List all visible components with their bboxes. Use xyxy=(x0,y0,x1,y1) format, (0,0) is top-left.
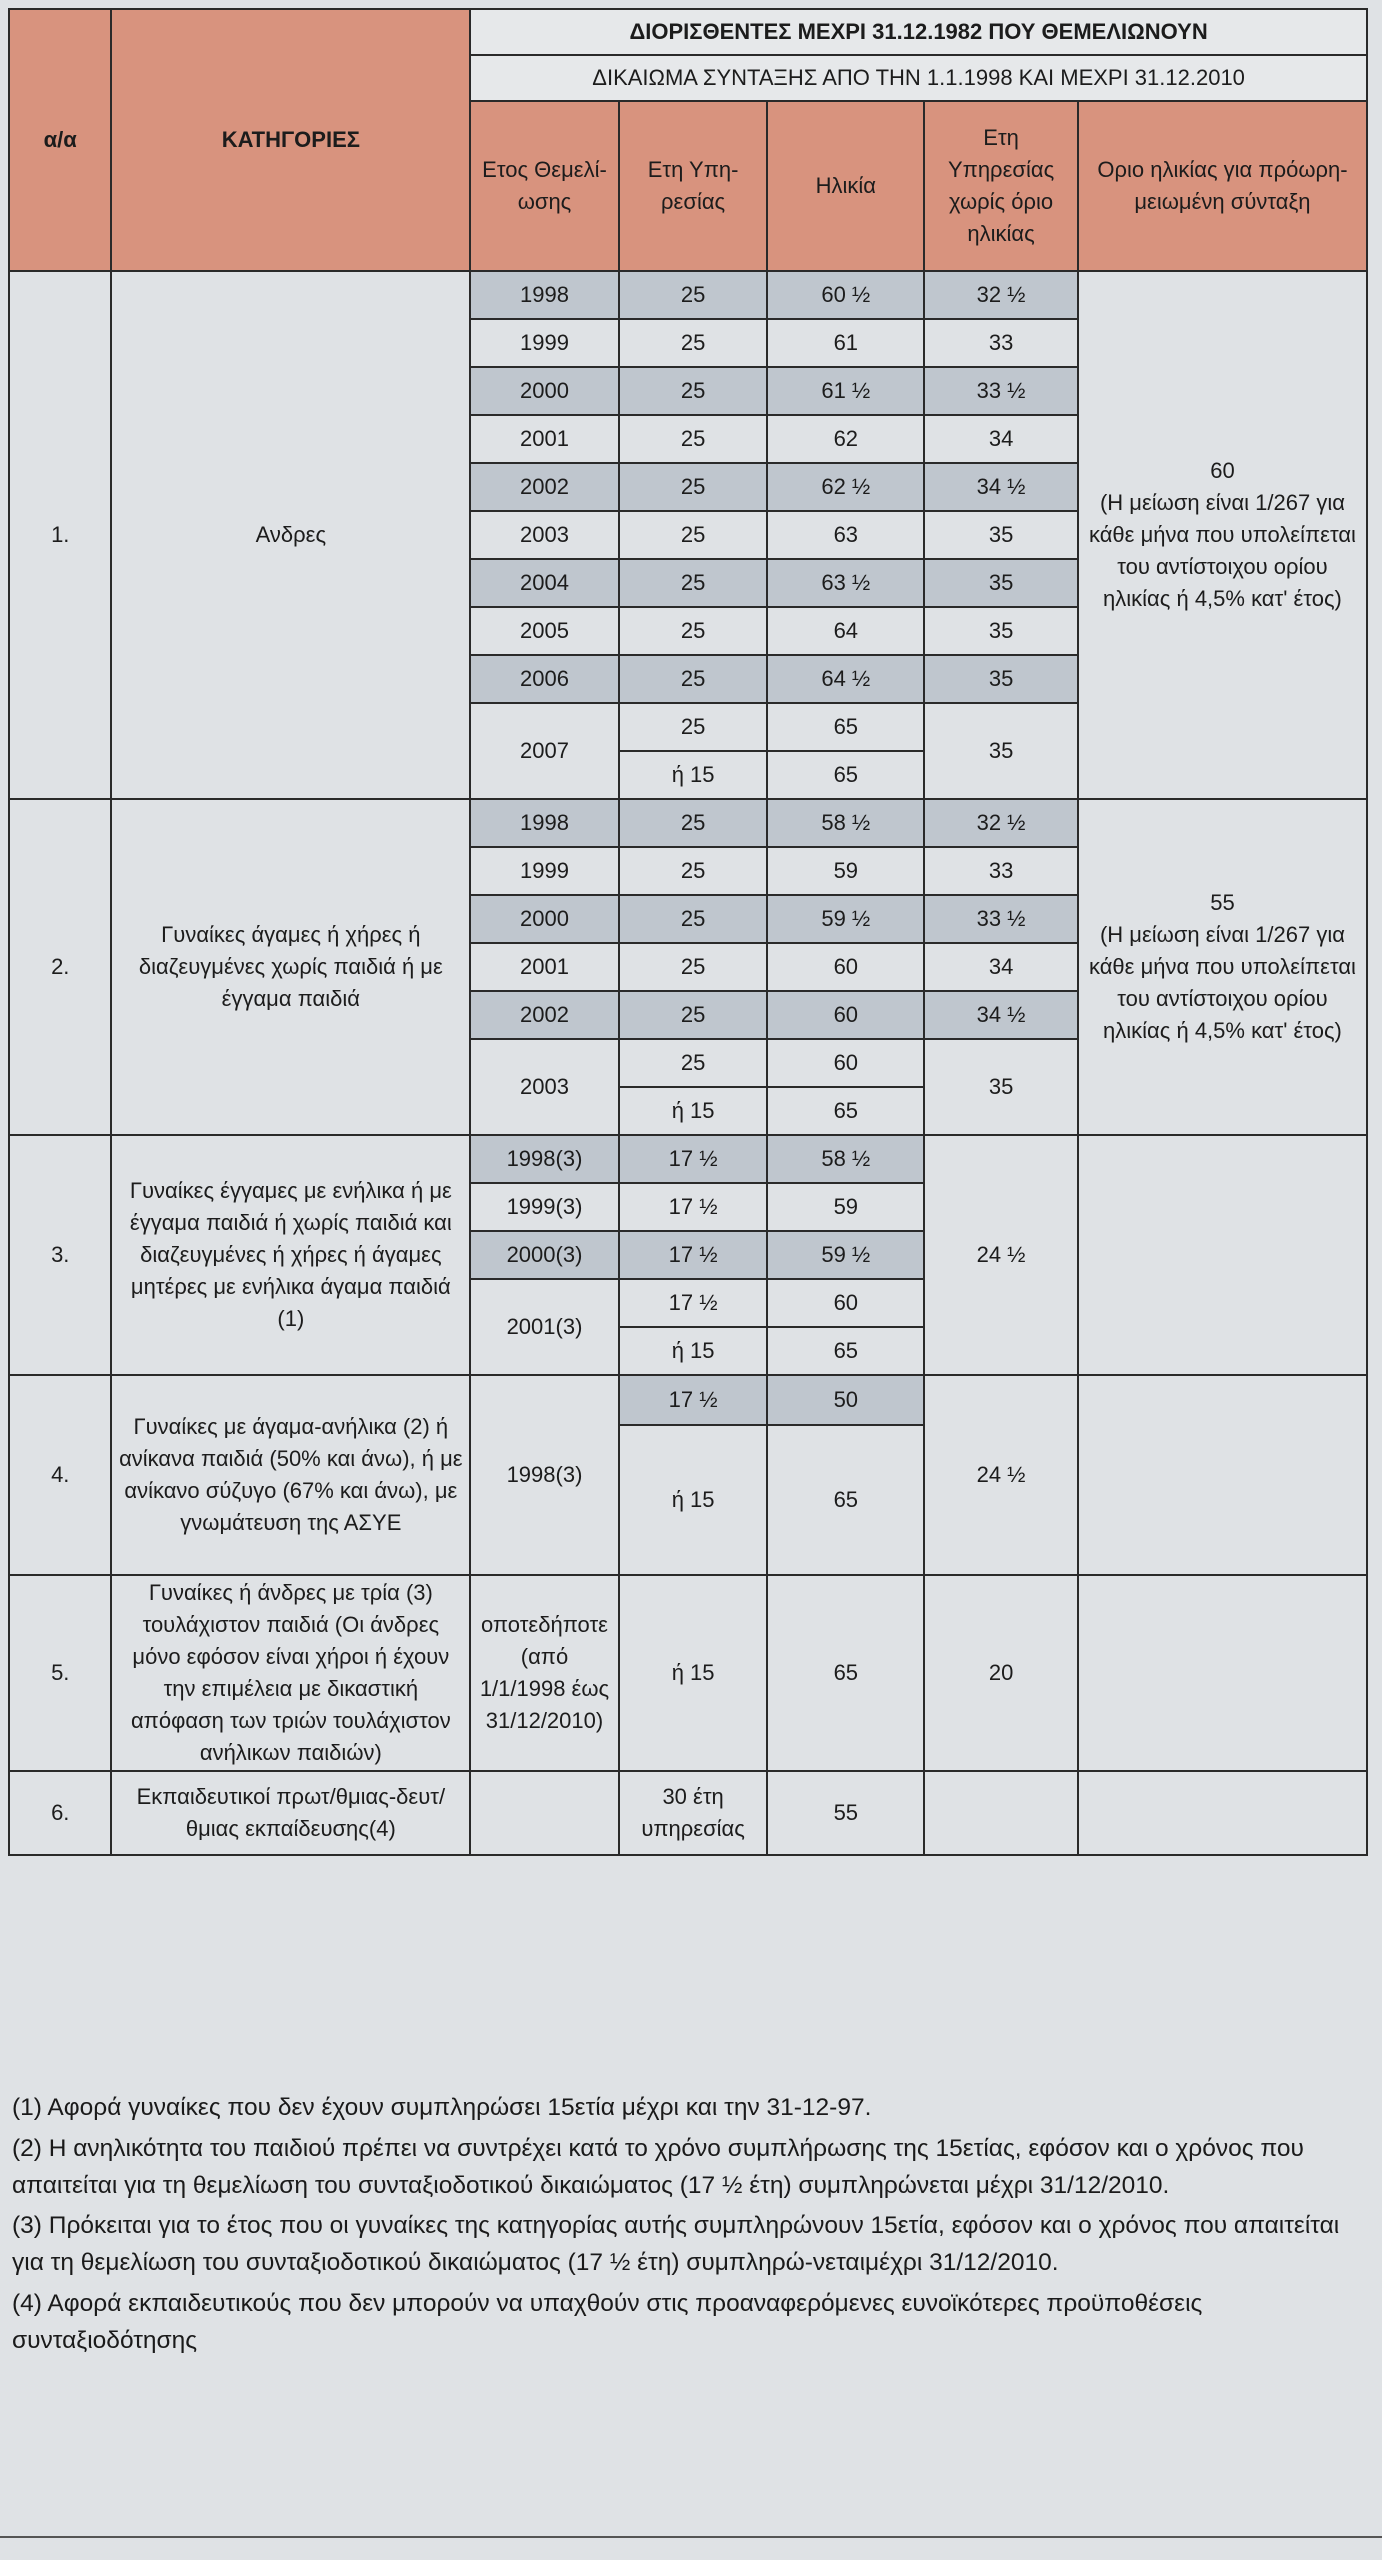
service-alt-cell: ή 15 xyxy=(619,1327,768,1375)
service-cell: 17 ½ xyxy=(619,1135,768,1183)
row-number: 2. xyxy=(9,799,111,1135)
age-cell: 60 xyxy=(767,943,924,991)
service-cell: 25 xyxy=(619,367,768,415)
service-no-limit-cell: 34 ½ xyxy=(924,991,1078,1039)
year-cell: 2001 xyxy=(470,943,619,991)
age-alt-cell: 65 xyxy=(767,1425,924,1575)
age-cell: 65 xyxy=(767,703,924,751)
service-cell: 25 xyxy=(619,319,768,367)
service-cell: 17 ½ xyxy=(619,1231,768,1279)
footnote: (3) Πρόκειται για το έτος που οι γυναίκες της κατηγορίας αυτής συμπληρώνουν 15ετία, εφόσον και ο χρόνος που απαιτείται για τη θεμελίωση του συνταξιοδοτικού δικαιώματος (17 ½ έτη) συμπληρώ-νεταιμέχρι 31/12/2010. xyxy=(12,2212,1340,2276)
year-cell: 1998(3) xyxy=(470,1375,619,1575)
service-cell: 25 xyxy=(619,655,768,703)
age-cell: 65 xyxy=(767,1575,924,1771)
service-no-limit-cell: 33 xyxy=(924,319,1078,367)
age-cell: 62 ½ xyxy=(767,463,924,511)
col-header-aa: α/α xyxy=(9,9,111,271)
page-bottom-rule xyxy=(0,2536,1382,2538)
service-no-limit-cell: 24 ½ xyxy=(924,1375,1078,1575)
age-cell: 58 ½ xyxy=(767,799,924,847)
service-no-limit-cell: 24 ½ xyxy=(924,1135,1078,1375)
category-label: Εκπαιδευτικοί πρωτ/θμιας-δευτ/θμιας εκπαίδευσης(4) xyxy=(111,1771,470,1855)
service-cell: 17 ½ xyxy=(619,1279,768,1327)
table-row xyxy=(9,1375,1367,1425)
age-limit-cell xyxy=(1078,1575,1367,1771)
year-cell: 1999 xyxy=(470,319,619,367)
age-cell: 59 ½ xyxy=(767,1231,924,1279)
year-cell: 2003 xyxy=(470,511,619,559)
year-cell: 2002 xyxy=(470,991,619,1039)
year-cell: 2000 xyxy=(470,367,619,415)
table-row xyxy=(9,271,1367,319)
row-number: 5. xyxy=(9,1575,111,1771)
service-cell: 25 xyxy=(619,799,768,847)
row-number: 1. xyxy=(9,271,111,799)
category-label: Γυναίκες άγαμες ή χήρες ή διαζευγμένες χωρίς παιδιά ή με έγγαμα παιδιά xyxy=(111,799,470,1135)
age-cell: 62 xyxy=(767,415,924,463)
age-cell: 60 xyxy=(767,1039,924,1087)
age-limit-note: (Η μείωση είναι 1/267 για κάθε μήνα που υπολείπεται του αντίστοιχου ορίου ηλικίας ή 4,5% κατ' έτος) xyxy=(1088,922,1356,1043)
age-cell: 63 ½ xyxy=(767,559,924,607)
pension-table-wrap xyxy=(8,8,1368,1856)
year-cell: 1999(3) xyxy=(470,1183,619,1231)
age-limit-cell xyxy=(1078,1135,1367,1375)
service-cell: 25 xyxy=(619,895,768,943)
service-no-limit-cell: 35 xyxy=(924,1039,1078,1135)
service-cell: 25 xyxy=(619,943,768,991)
row-number: 4. xyxy=(9,1375,111,1575)
age-cell: 59 xyxy=(767,1183,924,1231)
age-limit-cell xyxy=(1078,1375,1367,1575)
service-no-limit-cell: 35 xyxy=(924,655,1078,703)
age-alt-cell: 65 xyxy=(767,1087,924,1135)
service-no-limit-cell: 35 xyxy=(924,511,1078,559)
footnote: (2) Η ανηλικότητα του παιδιού πρέπει να συντρέχει κατά το χρόνο συμπλήρωσης της 15ετίας, εφόσον και ο χρόνος που απαιτείται για τη θεμελίωση του συνταξιοδοτικού δικαιώματος (17 ½ έτη) συμπληρώνεται μέχρι 31/12/2010. xyxy=(12,2134,1304,2199)
service-no-limit-cell: 33 xyxy=(924,847,1078,895)
col-header-service-no-limit: Ετη Υπηρεσίας χωρίς όριο ηλικίας xyxy=(924,101,1078,271)
year-cell: 2002 xyxy=(470,463,619,511)
year-cell: οποτεδήποτε (από 1/1/1998 έως 31/12/2010) xyxy=(470,1575,619,1771)
year-cell: 2001 xyxy=(470,415,619,463)
age-cell: 58 ½ xyxy=(767,1135,924,1183)
table-body xyxy=(9,271,1367,1855)
age-cell: 61 xyxy=(767,319,924,367)
table-row xyxy=(9,1575,1367,1771)
service-no-limit-cell: 35 xyxy=(924,703,1078,799)
year-cell: 2004 xyxy=(470,559,619,607)
service-alt-cell: ή 15 xyxy=(619,1425,768,1575)
service-no-limit-cell: 33 ½ xyxy=(924,367,1078,415)
service-no-limit-cell xyxy=(924,1771,1078,1855)
category-label: Γυναίκες έγγαμες με ενήλικα ή με έγγαμα παιδιά ή χωρίς παιδιά και διαζευγμένες ή χήρες ή άγαμες μητέρες με ενήλικα άγαμα παιδιά (1) xyxy=(111,1135,470,1375)
age-cell: 50 xyxy=(767,1375,924,1425)
service-no-limit-cell: 32 ½ xyxy=(924,271,1078,319)
category-label: Ανδρες xyxy=(111,271,470,799)
year-cell: 2000(3) xyxy=(470,1231,619,1279)
service-cell: 25 xyxy=(619,271,768,319)
table-subtitle: ΔΙΚΑΙΩΜΑ ΣΥΝΤΑΞΗΣ ΑΠΟ ΤΗΝ 1.1.1998 ΚΑΙ ΜΕΧΡΙ 31.12.2010 xyxy=(470,55,1367,101)
service-cell: 25 xyxy=(619,607,768,655)
year-cell: 2007 xyxy=(470,703,619,799)
row-number: 3. xyxy=(9,1135,111,1375)
age-cell: 64 ½ xyxy=(767,655,924,703)
year-cell xyxy=(470,1771,619,1855)
age-cell: 59 xyxy=(767,847,924,895)
service-alt-cell: ή 15 xyxy=(619,751,768,799)
year-cell: 1999 xyxy=(470,847,619,895)
table-title: ΔΙΟΡΙΣΘΕΝΤΕΣ ΜΕΧΡΙ 31.12.1982 ΠΟΥ ΘΕΜΕΛΙΩΝΟΥΝ xyxy=(470,9,1367,55)
age-cell: 63 xyxy=(767,511,924,559)
service-cell: 25 xyxy=(619,703,768,751)
age-limit-cell xyxy=(1078,271,1367,799)
service-cell: 17 ½ xyxy=(619,1375,768,1425)
row-number: 6. xyxy=(9,1771,111,1855)
table-row xyxy=(9,1771,1367,1855)
service-cell: 17 ½ xyxy=(619,1183,768,1231)
footnotes xyxy=(12,2090,1362,2363)
age-cell: 59 ½ xyxy=(767,895,924,943)
category-label: Γυναίκες με άγαμα-ανήλικα (2) ή ανίκανα παιδιά (50% και άνω), ή με ανίκανο σύζυγο (67% και άνω), με γνωμάτευση της ΑΣΥΕ xyxy=(111,1375,470,1575)
footnote: (4) Αφορά εκπαιδευτικούς που δεν μπορούν να υπαχθούν στις προαναφερόμενες ευνοϊκότερες προϋποθέσεις συνταξιοδότησης xyxy=(12,2289,1203,2354)
service-no-limit-cell: 33 ½ xyxy=(924,895,1078,943)
year-cell: 2006 xyxy=(470,655,619,703)
age-limit-note: (Η μείωση είναι 1/267 για κάθε μήνα που υπολείπεται του αντίστοιχου ορίου ηλικίας ή 4,5% κατ' έτος) xyxy=(1088,490,1356,611)
table-row xyxy=(9,799,1367,847)
year-cell: 1998 xyxy=(470,271,619,319)
age-cell: 60 xyxy=(767,1279,924,1327)
year-cell: 1998 xyxy=(470,799,619,847)
service-alt-cell: ή 15 xyxy=(619,1087,768,1135)
age-limit-value: 55 xyxy=(1210,890,1235,916)
category-label: Γυναίκες ή άνδρες με τρία (3) τουλάχιστον παιδιά (Οι άνδρες μόνο εφόσον είναι χήροι ή έχουν την επιμέλεια με δικαστική απόφαση των τριών τουλάχιστον ανήλικων παιδιών) xyxy=(111,1575,470,1771)
age-limit-value: 60 xyxy=(1210,458,1235,484)
year-cell: 2000 xyxy=(470,895,619,943)
col-header-category: ΚΑΤΗΓΟΡΙΕΣ xyxy=(111,9,470,271)
service-no-limit-cell: 35 xyxy=(924,607,1078,655)
age-limit-cell xyxy=(1078,799,1367,1135)
age-cell: 61 ½ xyxy=(767,367,924,415)
service-cell: ή 15 xyxy=(619,1575,768,1771)
pension-table xyxy=(8,8,1368,1856)
service-no-limit-cell: 32 ½ xyxy=(924,799,1078,847)
service-cell: 25 xyxy=(619,847,768,895)
table-row xyxy=(9,1135,1367,1183)
col-header-year: Ετος Θεμελί-ωσης xyxy=(470,101,619,271)
service-no-limit-cell: 35 xyxy=(924,559,1078,607)
footnote: (1) Αφορά γυναίκες που δεν έχουν συμπληρώσει 15ετία μέχρι και την 31-12-97. xyxy=(12,2094,872,2121)
year-cell: 2005 xyxy=(470,607,619,655)
service-cell: 25 xyxy=(619,991,768,1039)
service-no-limit-cell: 34 xyxy=(924,415,1078,463)
service-cell: 25 xyxy=(619,463,768,511)
service-no-limit-cell: 20 xyxy=(924,1575,1078,1771)
age-cell: 55 xyxy=(767,1771,924,1855)
service-cell: 25 xyxy=(619,559,768,607)
service-cell: 25 xyxy=(619,511,768,559)
service-cell: 25 xyxy=(619,415,768,463)
col-header-age: Ηλικία xyxy=(767,101,924,271)
year-cell: 2003 xyxy=(470,1039,619,1135)
service-no-limit-cell: 34 xyxy=(924,943,1078,991)
col-header-service: Ετη Υπη-ρεσίας xyxy=(619,101,768,271)
service-cell: 25 xyxy=(619,1039,768,1087)
age-alt-cell: 65 xyxy=(767,1327,924,1375)
age-limit-cell xyxy=(1078,1771,1367,1855)
age-cell: 60 ½ xyxy=(767,271,924,319)
col-header-age-limit: Οριο ηλικίας για πρόωρη-μειωμένη σύνταξη xyxy=(1078,101,1367,271)
year-cell: 1998(3) xyxy=(470,1135,619,1183)
age-cell: 60 xyxy=(767,991,924,1039)
service-no-limit-cell: 34 ½ xyxy=(924,463,1078,511)
service-cell: 30 έτη υπηρεσίας xyxy=(619,1771,768,1855)
age-alt-cell: 65 xyxy=(767,751,924,799)
age-cell: 64 xyxy=(767,607,924,655)
year-cell: 2001(3) xyxy=(470,1279,619,1375)
